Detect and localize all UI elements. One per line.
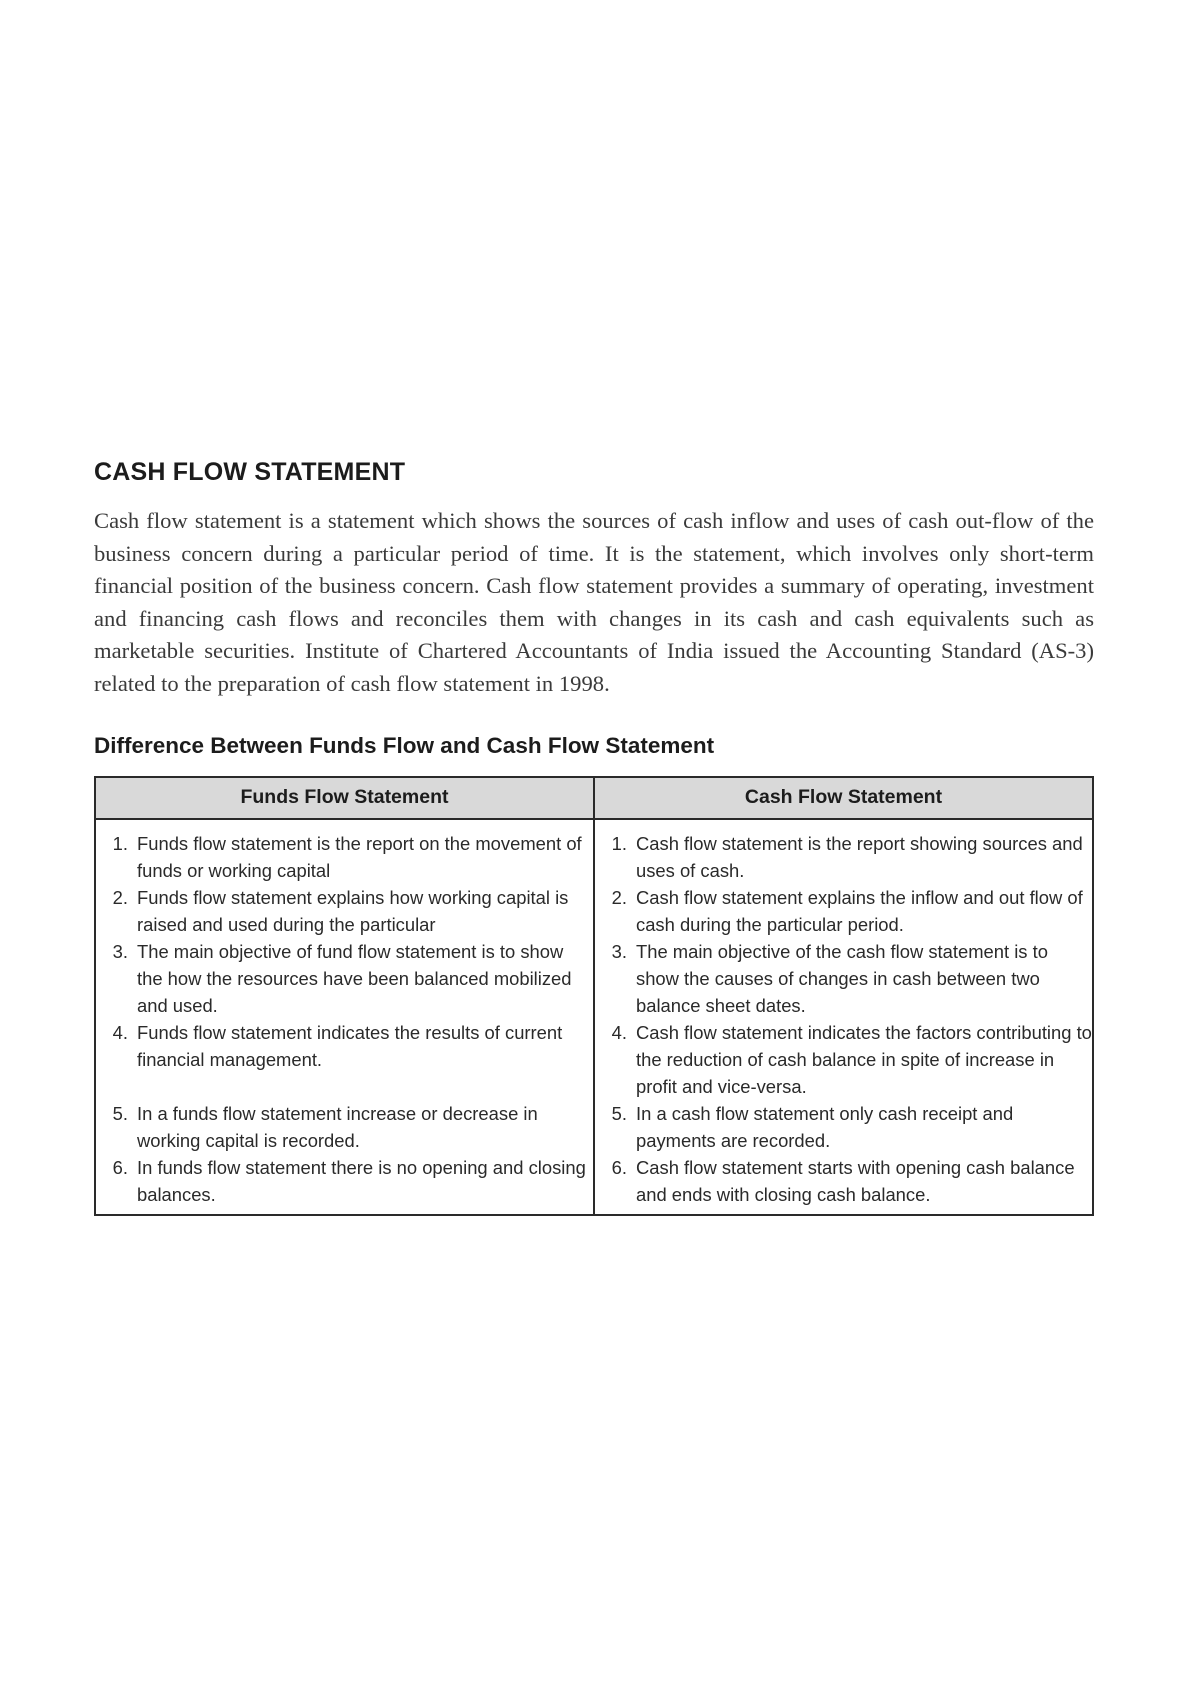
list-item <box>595 830 1092 884</box>
list-item <box>96 1100 593 1154</box>
item-number: 1. <box>611 832 627 854</box>
item-number: 5. <box>611 1102 627 1124</box>
item-text: Funds flow statement explains how working capital is raised and used during the particular <box>137 886 569 935</box>
header-cash-flow: Cash Flow Statement <box>594 777 1093 819</box>
comparison-title: Difference Between Funds Flow and Cash Flow Statement <box>94 732 715 758</box>
cash-flow-column <box>594 819 1093 1215</box>
table-body-row <box>95 819 1093 1215</box>
item-text: Cash flow statement starts with opening cash balance and ends with closing cash balance. <box>636 1156 1075 1205</box>
item-text: Cash flow statement is the report showing sources and uses of cash. <box>636 832 1083 881</box>
list-item <box>595 938 1092 1019</box>
item-text: In a cash flow statement only cash receipt and payments are recorded. <box>636 1102 1014 1151</box>
list-item <box>96 1019 593 1100</box>
item-number: 5. <box>112 1102 128 1124</box>
item-number: 2. <box>611 886 627 908</box>
item-text: The main objective of fund flow statement is to show the how the resources have been balanced mobilized and used. <box>137 940 572 1016</box>
item-text: In a funds flow statement increase or decrease in working capital is recorded. <box>137 1102 538 1151</box>
funds-flow-list <box>96 830 593 1208</box>
item-text: Funds flow statement is the report on the movement of funds or working capital <box>137 832 582 881</box>
item-number: 1. <box>112 832 128 854</box>
item-number: 4. <box>611 1021 627 1043</box>
comparison-table <box>94 776 1094 1216</box>
list-item <box>96 1154 593 1208</box>
item-number: 2. <box>112 886 128 908</box>
list-item <box>595 1100 1092 1154</box>
funds-flow-column <box>95 819 594 1215</box>
item-text: In funds flow statement there is no opening and closing balances. <box>137 1156 586 1205</box>
list-item <box>96 938 593 1019</box>
table-header-row <box>95 777 1093 819</box>
item-text: Cash flow statement explains the inflow and out flow of cash during the particular period. <box>636 886 1083 935</box>
list-item <box>96 884 593 938</box>
list-item <box>595 1019 1092 1100</box>
cash-flow-list <box>595 830 1092 1208</box>
item-number: 6. <box>611 1156 627 1178</box>
list-item <box>96 830 593 884</box>
item-text: Funds flow statement indicates the results of current financial management. <box>137 1021 563 1070</box>
section-title: CASH FLOW STATEMENT <box>94 458 406 486</box>
item-text: The main objective of the cash flow statement is to show the causes of changes in cash between two balance sheet dates. <box>636 940 1048 1016</box>
header-funds-flow: Funds Flow Statement <box>95 777 594 819</box>
document-page <box>94 458 1094 1216</box>
item-number: 3. <box>611 940 627 962</box>
item-text: Cash flow statement indicates the factors contributing to the reduction of cash balance in spite of increase in profit and vice-versa. <box>636 1021 1092 1097</box>
list-item <box>595 884 1092 938</box>
list-item <box>595 1154 1092 1208</box>
item-number: 3. <box>112 940 128 962</box>
item-number: 6. <box>112 1156 128 1178</box>
definition-paragraph: Cash flow statement is a statement which shows the sources of cash inflow and uses of cash out-flow of the business concern during a particular period of time. It is the statement, which involves only short-term financial position of the business concern. Cash flow statement provides a summary of operating, investment and financing cash flows and reconciles them with changes in its cash and cash equivalents such as marketable securities. Institute of Chartered Accountants of India issued the Accounting Standard (AS-3) related to the preparation of cash flow statement in 1998. <box>94 508 1094 696</box>
item-number: 4. <box>112 1021 128 1043</box>
